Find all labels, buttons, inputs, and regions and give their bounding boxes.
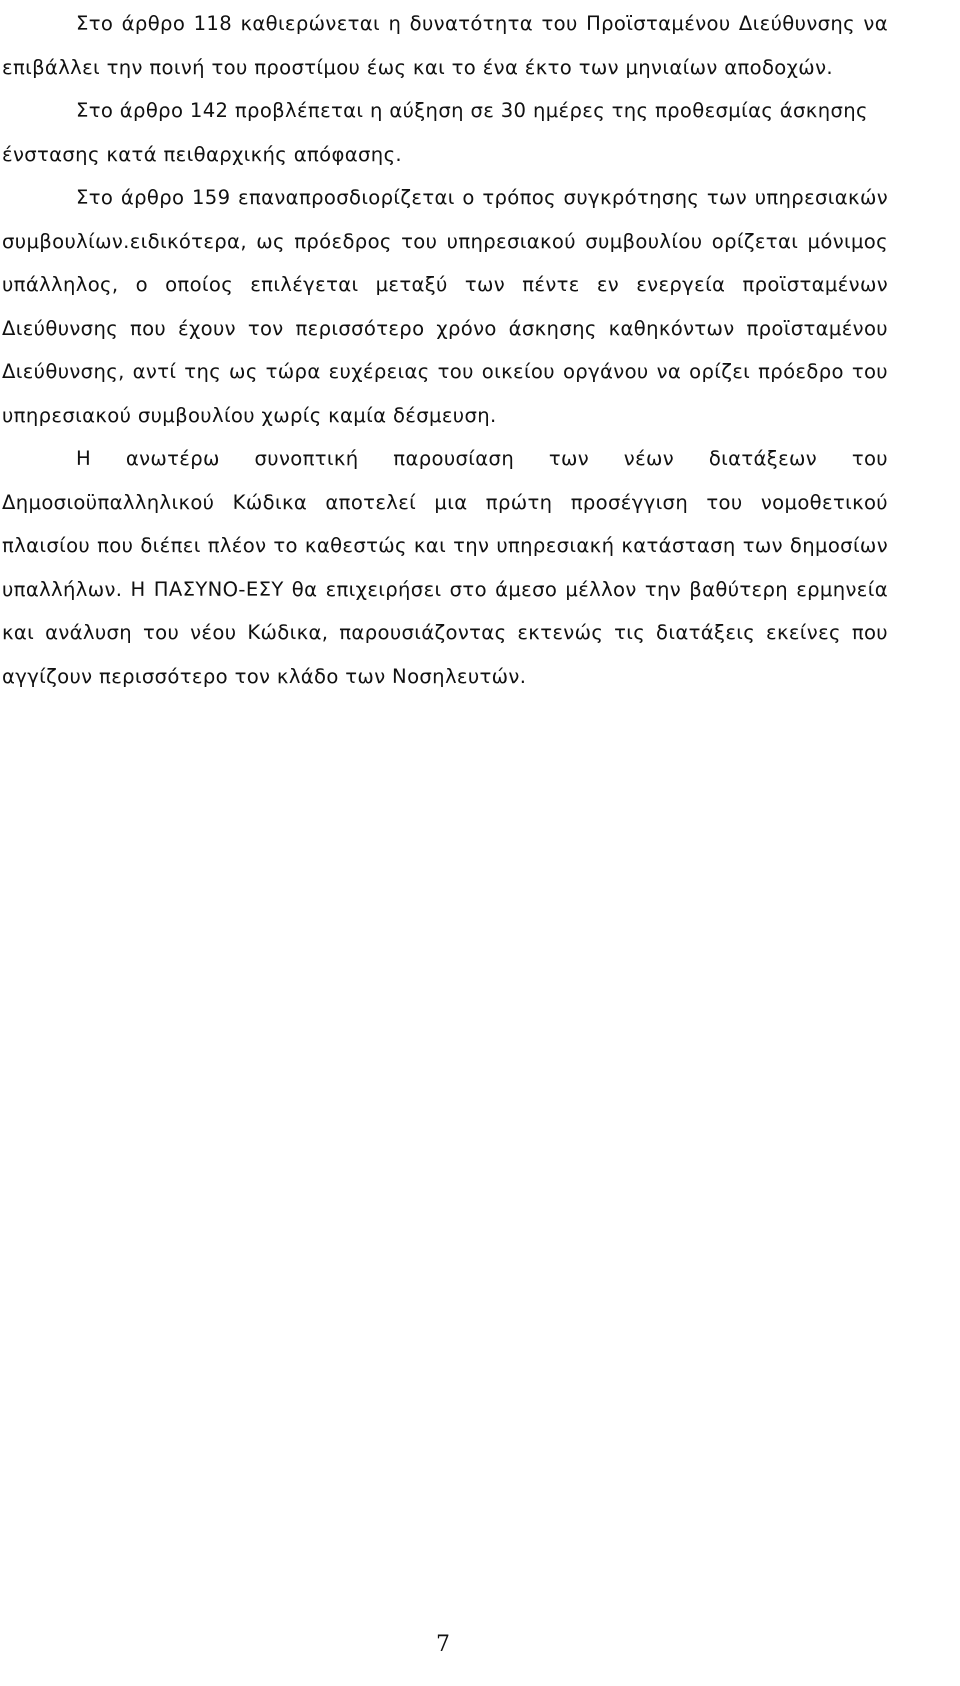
paragraph-summary: Η ανωτέρω συνοπτική παρουσίαση των νέων διατάξεων του Δημοσιοϋπαλληλικού Κώδικα αποτελεί μια πρώτη προσέγγιση του νομοθετικού πλαισίου που διέπει πλέον το καθεστώς και την υπηρεσιακή κατάσταση των δημοσίων υπαλλήλων. Η ΠΑΣΥΝΟ-ΕΣΥ θα επιχειρήσει στο άμεσο μέλλον την βαθύτερη ερμηνεία και ανάλυση του νέου Κώδικα, παρουσιάζοντας εκτενώς τις διατάξεις εκείνες που αγγίζουν περισσότερο τον κλάδο των Νοσηλευτών. — [2, 447, 888, 688]
paragraph-article-118: Στο άρθρο 118 καθιερώνεται η δυνατότητα του Προϊσταμένου Διεύθυνσης να επιβάλλει την ποινή του προστίμου έως και το ένα έκτο των μηνιαίων αποδοχών. — [2, 12, 888, 79]
body-text — [2, 2, 888, 698]
page-number: 7 — [436, 1632, 450, 1657]
paragraph-article-142: Στο άρθρο 142 προβλέπεται η αύξηση σε 30 ημέρες της προθεσμίας άσκησης ένστασης κατά πειθαρχικής απόφασης. — [2, 99, 868, 166]
paragraph-article-159: Στο άρθρο 159 επαναπροσδιορίζεται ο τρόπος συγκρότησης των υπηρεσιακών συμβουλίων.ειδικότερα, ως πρόεδρος του υπηρεσιακού συμβουλίου ορίζεται μόνιμος υπάλληλος, ο οποίος επιλέγεται μεταξύ των πέντε εν ενεργεία προϊσταμένων Διεύθυνσης που έχουν τον περισσότερο χρόνο άσκησης καθηκόντων προϊσταμένου Διεύθυνσης, αντί της ως τώρα ευχέρειας του οικείου οργάνου να ορίζει πρόεδρο του υπηρεσιακού συμβουλίου χωρίς καμία δέσμευση. — [2, 186, 888, 427]
